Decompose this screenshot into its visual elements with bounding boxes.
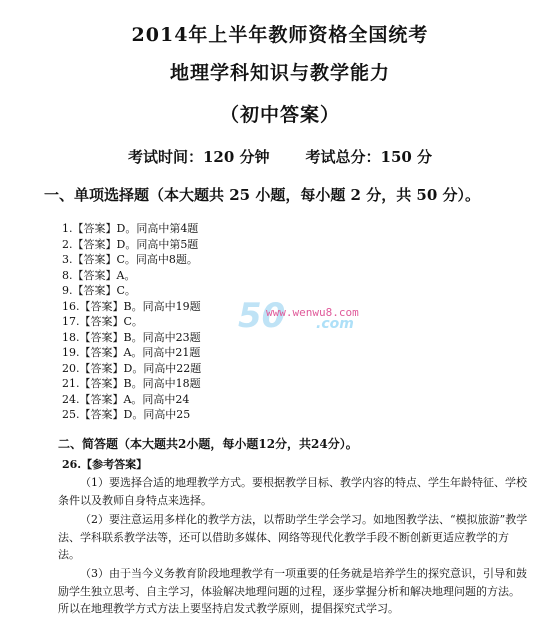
document-title: 2014年上半年教师资格全国统考	[131, 24, 429, 46]
answer-item: 16.【答案】B。同高中19题	[62, 299, 201, 313]
answer-item: 21.【答案】B。同高中18题	[62, 377, 201, 390]
answer-item: 18.【答案】B。同高中23题	[62, 330, 201, 344]
answer-item: 3.【答案】C。同高中8题。	[62, 253, 198, 266]
document-edition-label: （初中答案）	[219, 104, 340, 126]
answer-paragraph-3: （3）由于当今义务教育阶段地理教学有一项重要的任务就是培养学生的探究意识，引导和鼓励学生独立思考、自主学习，体验解决地理问题的过程，逐步掌握分析和解决地理问题的方法。所以在地理教学方式方法上要坚持启发式教学原则，提倡探究式学习。	[58, 567, 527, 615]
section2-heading: 二、简答题（本大题共2小题，每小题12分，共24分）。	[58, 437, 358, 451]
answer-item: 2.【答案】D。同高中第5题	[62, 237, 199, 251]
answer-list	[62, 221, 201, 423]
exam-time: 考试时间：120 分钟	[127, 148, 270, 166]
section1-heading: 一、单项选择题（本大题共 25 小题，每小题 2 分，共 50 分）。	[44, 186, 481, 204]
answer-item: 19.【答案】A。同高中21题	[62, 346, 201, 359]
answer-paragraph-1: （1）要选择合适的地理教学方式。要根据教学目标、教学内容的特点、学生年龄特征、学校条件以及教师自身特点来选择。	[58, 476, 527, 507]
watermark-logo: 50	[238, 296, 286, 336]
answer-item: 8.【答案】A。	[62, 268, 136, 282]
exam-info	[0, 146, 560, 167]
answer-item: 9.【答案】C。	[62, 284, 136, 297]
answer-item: 1.【答案】D。同高中第4题	[62, 222, 199, 235]
question-26-label: 26.【参考答案】	[62, 458, 148, 471]
document-subtitle: 地理学科知识与教学能力	[169, 62, 390, 84]
answer-item: 20.【答案】D。同高中22题	[62, 361, 202, 375]
answer-item: 25.【答案】D。同高中25	[62, 408, 191, 421]
watermark-com: .com	[316, 316, 354, 332]
answer-paragraph-2: （2）要注意运用多样化的教学方法，以帮助学生学会学习。如地图教学法、“模拟旅游”教学法、学科联系教学法等，还可以借助多媒体、网络等现代化教学手段不断创新更适应教学的方法。	[58, 513, 528, 561]
watermark-url: www.wenwu8.com	[266, 306, 359, 319]
answer-item: 24.【答案】A。同高中24	[62, 392, 190, 406]
exam-score: 考试总分：150 分	[305, 148, 433, 166]
site-watermark	[238, 296, 378, 336]
answer-item: 17.【答案】C。	[62, 315, 143, 328]
